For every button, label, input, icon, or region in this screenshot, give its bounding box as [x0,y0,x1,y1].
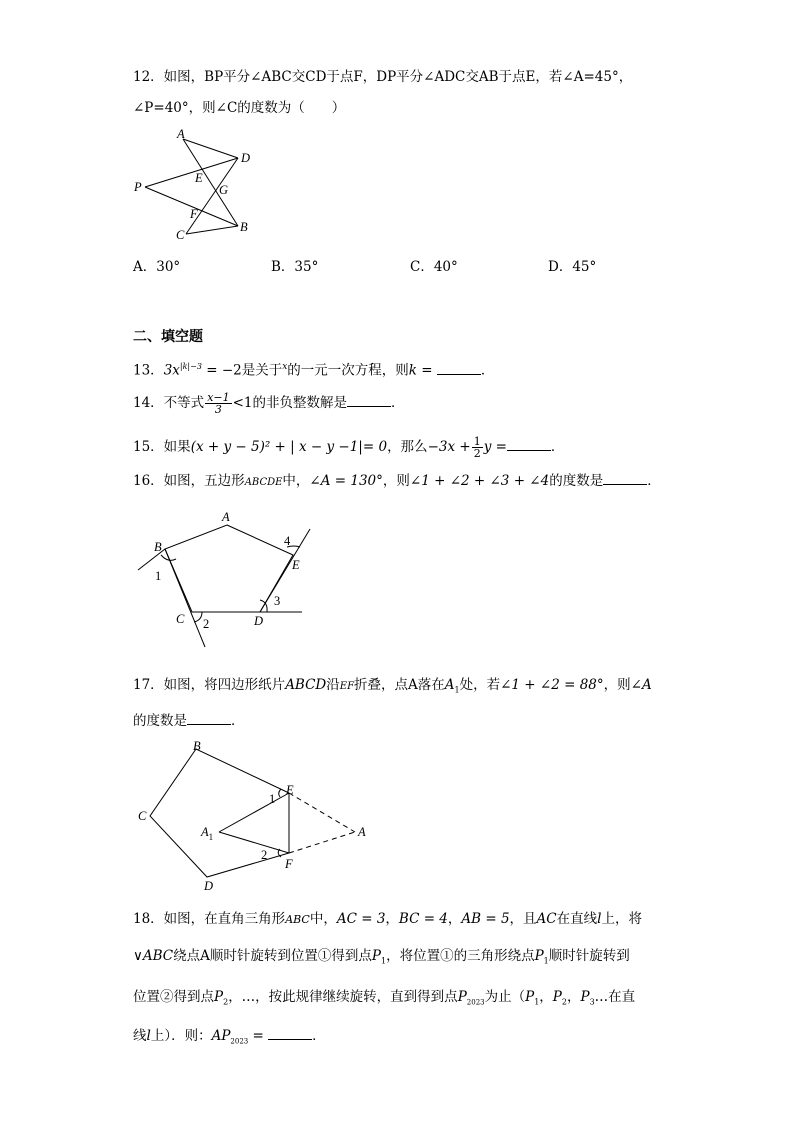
q12-label-g: G [219,183,229,197]
q18-line3: 位置②得到点$P_2$，…，按此规律继续旋转，直到得到点$P_{2023}$为止（$P_1$，$P_2$，$P_3\dots$在直 [133,989,636,1007]
q12-figure [130,125,270,240]
q12-label-e: E [195,171,203,185]
q18-line2: ∨ABC绕点A顺时针旋转到位置①得到点$P_1$，将位置①的三角形绕点$P_1$顺时针旋转到 [133,948,630,966]
q16-label-c: C [176,612,185,626]
q13-answer-blank[interactable] [437,362,481,375]
q17-label-b: B [193,739,201,753]
q12-label-a: A [177,127,185,141]
q17-line2: 的度数是 ． [133,713,245,729]
q17-label-a: A [358,825,366,839]
q18-line4: 线l上）．则：$AP_{2023}$ = ． [133,1028,326,1046]
q17-angle-1: 1 [269,792,276,806]
q16-label-e: E [292,558,300,572]
q16-angle-3: 3 [274,594,281,608]
q17-label-c: C [138,809,147,823]
q17-figure [130,735,380,895]
q12-label-d: D [241,151,251,165]
q18-line1: 18．如图，在直角三角形ABC中，AC = 3，BC = 4，AB = 5，且AC在直线l上，将 [133,911,642,927]
q17-label-e: E [286,783,294,797]
q16: 16．如图，五边形ABCDE中，∠A = 130°，则∠1 + ∠2 + ∠3 + ∠4的度数是 ． [133,473,661,489]
q14-answer-blank[interactable] [347,394,391,407]
q16-angle-4: 4 [284,534,291,548]
q12-label-c: C [176,228,185,240]
q16-label-d: D [254,614,264,628]
q14: 14．不等式 $\frac{x-1}{3}$ <1的非负整数解是 ． [133,391,405,416]
q16-figure [130,505,330,650]
q12-label-b: B [240,220,248,234]
q16-angle-2: 2 [203,617,210,631]
q15-answer-blank[interactable] [507,438,551,451]
q12-option-a: A．30° [133,259,181,275]
q12-line2: ∠P=40°，则∠C的度数为（ ） [133,100,346,116]
q12-option-c: C．40° [410,259,458,275]
q12-label-p: P [134,180,142,194]
q12-line1: 12．如图，BP平分∠ABC交CD于点F，DP平分∠ADC交AB于点E，若∠A=45°， [133,69,633,85]
q17-label-f: F [285,857,293,871]
q15: 15．如果(x + y − 5)² + | x − y −1|= 0，那么−3x + $\frac{1}{2}$ y = ． [133,435,565,460]
q16-label-a: A [222,510,230,524]
q13: 13．$3x^{|k|-3} = -2$是关于$^x$的一元一次方程，则k = ． [133,362,495,379]
q12-label-f: F [190,207,198,221]
q12-option-b: B．35° [271,259,319,275]
q17-label-a1: $A_1$ [201,825,214,842]
q16-answer-blank[interactable] [603,472,647,485]
q17-answer-blank[interactable] [187,712,231,725]
q17-line1: 17．如图，将四边形纸片ABCD沿EF折叠，点A落在$A_1$处，若∠1 + ∠2 = 88°，则∠A [133,677,652,695]
q18-answer-blank[interactable] [268,1027,312,1040]
q16-label-b: B [154,540,162,554]
q17-label-d: D [204,879,214,893]
q17-angle-2: 2 [261,848,268,862]
section-title: 二、填空题 [133,329,203,345]
q12-option-d: D．45° [548,259,597,275]
q16-angle-1: 1 [155,569,162,583]
